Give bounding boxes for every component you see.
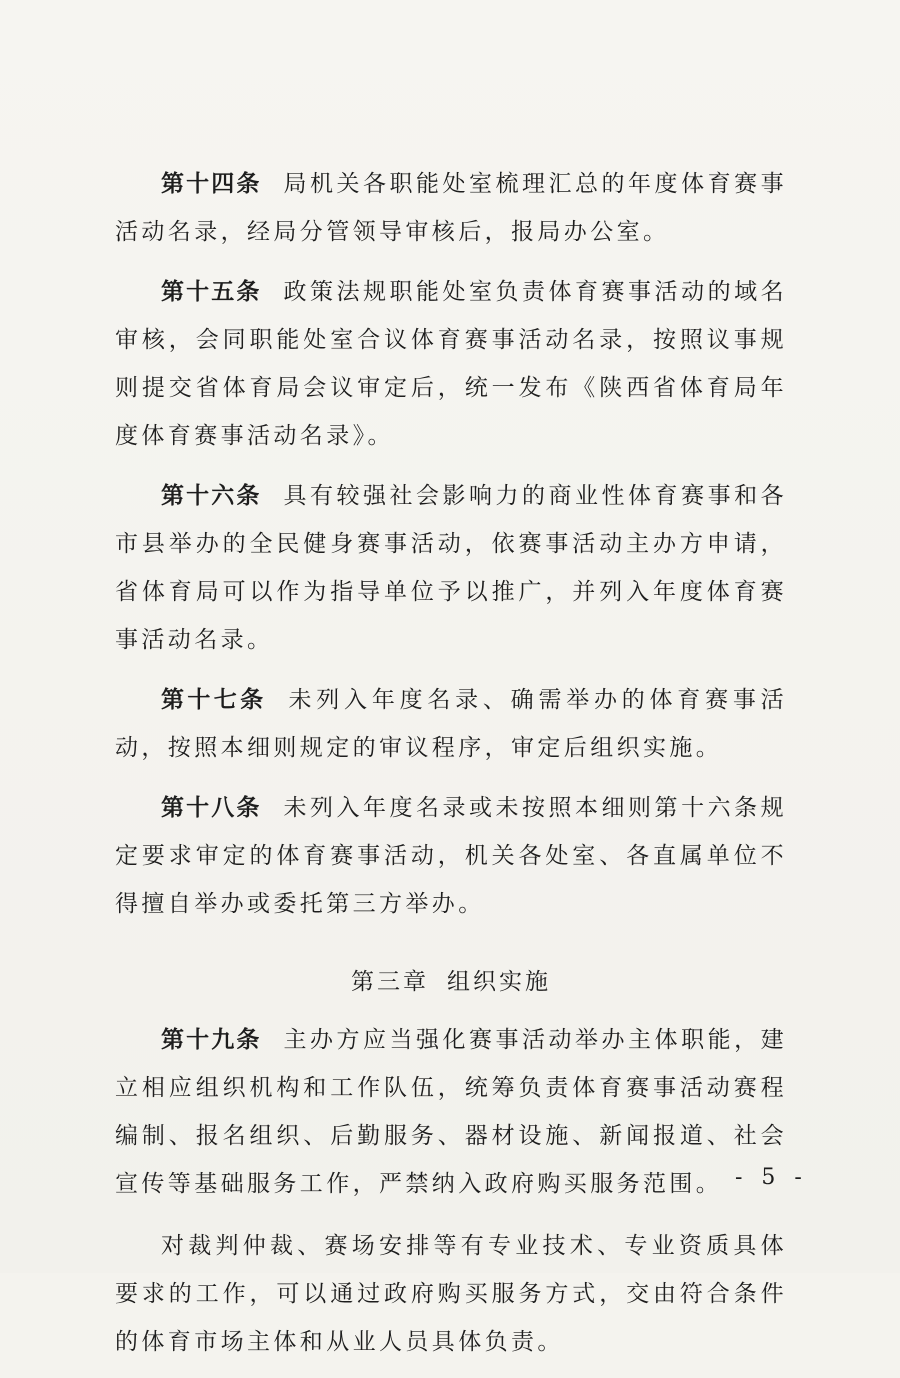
chapter-label: 第三章 [351,969,429,995]
article-number: 第十四条 [161,171,262,197]
article-17 [115,676,787,772]
page-number: - 5 - [735,1165,808,1190]
document-body [115,160,787,1378]
article-14 [115,160,787,256]
article-number: 第十九条 [161,1027,262,1053]
article-number: 第十七条 [161,687,267,713]
article-text: 主办方应当强化赛事活动举办主体职能，建立相应组织机构和工作队伍，统筹负责体育赛事活动赛程编制、报名组织、后勤服务、器材设施、新闻报道、社会宣传等基础服务工作，严禁纳入政府购买服务范围。 [115,1027,787,1197]
article-18 [115,784,787,928]
paragraph-procurement: 对裁判仲裁、赛场安排等有专业技术、专业资质具体要求的工作，可以通过政府购买服务方式，交由符合条件的体育市场主体和从业人员具体负责。 [115,1233,787,1355]
article-number: 第十八条 [161,795,262,821]
article-number: 第十六条 [161,483,262,509]
chapter-title: 组织实施 [447,969,551,995]
article-15 [115,268,787,460]
article-number: 第十五条 [161,279,262,305]
article-text: 具有较强社会影响力的商业性体育赛事和各市县举办的全民健身赛事活动，依赛事活动主办方申请，省体育局可以作为指导单位予以推广，并列入年度体育赛事活动名录。 [115,483,787,653]
article-19 [115,1016,787,1208]
article-text: 政策法规职能处室负责体育赛事活动的域名审核，会同职能处室合议体育赛事活动名录，按照议事规则提交省体育局会议审定后，统一发布《陕西省体育局年度体育赛事活动名录》。 [115,279,787,449]
article-16 [115,472,787,664]
article-text: 未列入年度名录、确需举办的体育赛事活动，按照本细则规定的审议程序，审定后组织实施。 [115,687,788,761]
article-text: 未列入年度名录或未按照本细则第十六条规定要求审定的体育赛事活动，机关各处室、各直属单位不得擅自举办或委托第三方举办。 [115,795,787,917]
article-text: 局机关各职能处室梳理汇总的年度体育赛事活动名录，经局分管领导审核后，报局办公室。 [115,171,787,245]
chapter-heading [115,958,787,1006]
